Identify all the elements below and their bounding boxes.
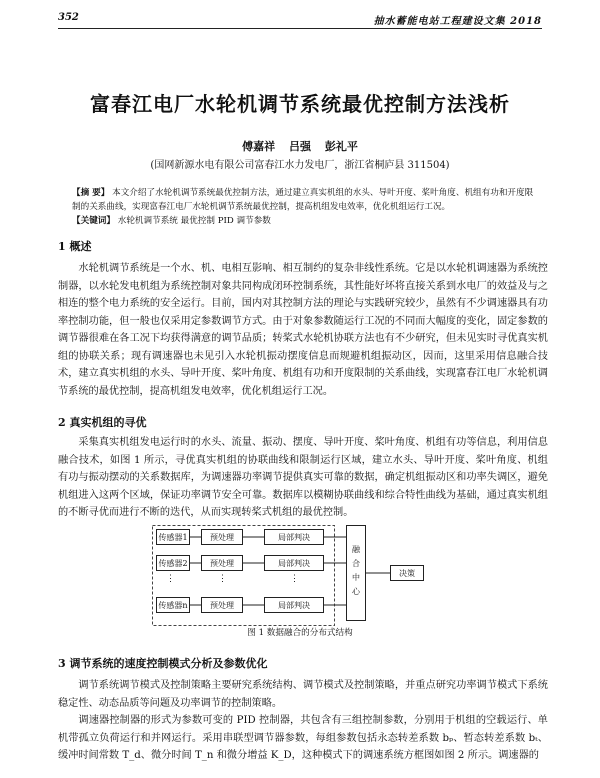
ellipsis: ⋮ [290, 574, 299, 584]
ellipsis: ⋮ [218, 574, 227, 584]
paragraph: 调速器控制器的形式为参数可变的 PID 控制器，共包含有三组控制参数，分别用于机组的空载运行、单机带孤立负荷运行和并网运行。采用串联型调节器参数，每组参数包括永态转差系数 bₚ、暂态转差系数 bₜ、缓冲时间常数 T_d、微分时间 T_n 和微分增益 K_D，这种模式下的调速系统方框图如图 2 所示。调速器的 [58, 715, 548, 761]
author: 傅嘉祥 [242, 140, 276, 153]
sensor-box: 传感器1 [156, 529, 190, 545]
keywords-text: 水轮机调节系统 最优控制 PID 调节参数 [117, 216, 271, 226]
section-body [58, 434, 548, 522]
fusion-center-box: 融合中心 [346, 525, 366, 621]
section-heading: 3 调节系统的速度控制模式分析及参数优化 [58, 657, 268, 670]
section-body [58, 260, 548, 400]
decision-box: 决策 [390, 565, 424, 581]
section-body [58, 677, 548, 765]
section-heading: 1 概述 [58, 240, 92, 253]
ellipsis: ⋮ [166, 574, 175, 584]
journal-title: 抽水蓄能电站工程建设文集 2018 [373, 16, 542, 27]
paper-title: 富春江电厂水轮机调节系统最优控制方法浅析 [90, 92, 510, 116]
paragraph: 调节系统调节模式及控制策略主要研究系统结构、调节模式及控制策略，并重点研究功率调节模式下系统稳定性、动态品质等问题及功率调节的控制策略。 [58, 680, 548, 709]
local-decision-box: 局部判决 [264, 597, 324, 613]
running-header [58, 12, 542, 29]
section-heading: 2 真实机组的寻优 [58, 416, 147, 429]
sensor-box: 传感器n [156, 597, 190, 613]
affiliation: (国网新源水电有限公司富春江水力发电厂，浙江省桐庐县 311504) [150, 160, 450, 171]
abstract-label: 【摘 要】 [72, 188, 110, 198]
preprocess-box: 预处理 [201, 597, 243, 613]
local-decision-box: 局部判决 [264, 555, 324, 571]
preprocess-box: 预处理 [201, 529, 243, 545]
preprocess-box: 预处理 [201, 555, 243, 571]
abstract [72, 186, 534, 214]
abstract-block [72, 186, 534, 228]
sensor-box: 传感器2 [156, 555, 190, 571]
abstract-text: 本文介绍了水轮机调节系统最优控制方法，通过建立真实机组的水头、导叶开度、桨叶角度、机组有功和开度限制的关系曲线，实现富春江电厂水轮机调节系统最优控制，提高机组发电效率，优化机组运行工况。 [72, 188, 534, 212]
local-decision-box: 局部判决 [264, 529, 324, 545]
author: 彭礼平 [324, 140, 358, 153]
paragraph: 采集真实机组发电运行时的水头、流量、振动、摆度、导叶开度、桨叶角度、机组有功等信息，利用信息融合技术，如图 1 所示，寻优真实机组的协联曲线和限制运行区域，建立水头、导叶开度、桨叶角度、机组有功与振动摆动的关系数据库，为调速器功率调节提供真实可靠的数据，确定机组振动区和功率失调区，避免机组进入这两个区域，保证功率调节安全可靠。数据库以模糊协联曲线和综合特性曲线为基础，通过真实机组的不断寻优而进行不断的迭代，从而实现转桨式机组的最优控制。 [58, 437, 548, 518]
figure-caption: 图 1 数据融合的分布式结构 [247, 628, 353, 638]
figure-fusion-diagram [152, 523, 452, 641]
page-number: 352 [58, 12, 79, 23]
author: 吕强 [289, 140, 311, 153]
author-list [0, 138, 600, 154]
keywords [72, 214, 534, 228]
keywords-label: 【关键词】 [72, 216, 115, 226]
paragraph: 水轮机调节系统是一个水、机、电相互影响、相互制约的复杂非线性系统。它是以水轮机调速器为系统控制器，以水轮发电机组为系统控制对象共同构成闭环控制系统，其性能好坏将直接关系到水电厂的效益及与之相连的整个电力系统的安全运行。目前，国内对其控制方法的理论与实践研究较少，虽然有不少调速器具有功率控制功能，但一般也仅采用定参数调节方式。由于对象参数随运行工况的不同而大幅度的变化，固定参数的调节器很难在各工况下均获得满意的调节品质；转桨式水轮机协联方法也有不少研究，但未见实时寻优真实机组的协联关系；现有调速器也未见引入水轮机振动摆度信息而规避机组振动区，因而，这里采用信息融合技术，建立真实机组的水头、导叶开度、桨叶角度、机组有功和开度限制的关系曲线，实现富春江电厂水轮机调节系统的最优控制，提高机组发电效率，优化机组运行工况。 [58, 263, 548, 397]
